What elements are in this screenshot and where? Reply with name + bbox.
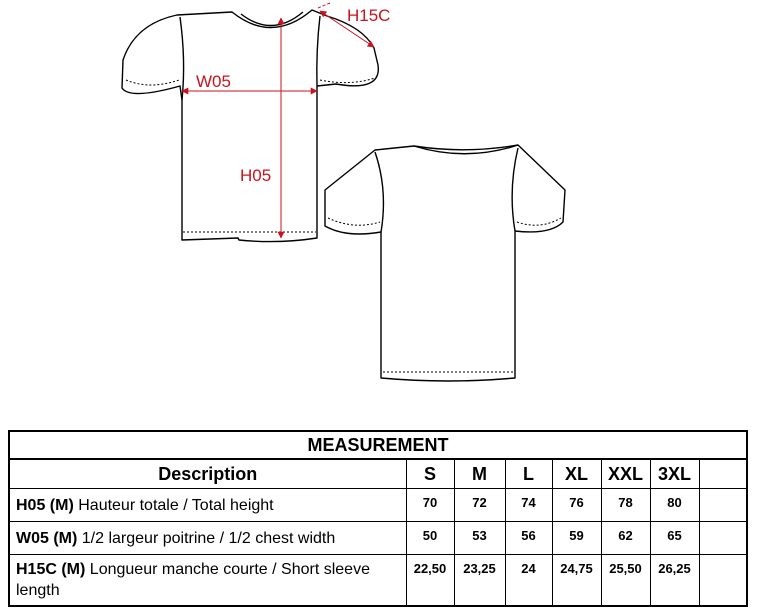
table-title: MEASUREMENT xyxy=(9,431,747,459)
row-code: H15C (M) xyxy=(16,561,86,578)
size-header: 3XL xyxy=(650,459,699,489)
row-text: Longueur manche courte / Short sleeve length xyxy=(16,561,370,599)
back-sleeve-stitch-left xyxy=(328,218,380,225)
table-cell: 70 xyxy=(406,489,454,522)
description-header: Description xyxy=(9,459,406,489)
table-cell xyxy=(699,555,747,607)
size-header: M xyxy=(454,459,505,489)
table-cell: 78 xyxy=(601,489,650,522)
table-row xyxy=(9,555,747,607)
row-description xyxy=(9,489,406,522)
table-cell: 24,75 xyxy=(552,555,601,607)
table-cell: 65 xyxy=(650,522,699,555)
table-cell: 76 xyxy=(552,489,601,522)
table-cell: 74 xyxy=(505,489,552,522)
row-text: 1/2 largeur poitrine / 1/2 chest width xyxy=(81,529,336,547)
table-row xyxy=(9,489,747,522)
row-text: Hauteur totale / Total height xyxy=(78,496,274,514)
h05-label: H05 xyxy=(240,166,272,185)
table-cell xyxy=(699,522,747,555)
row-code: H05 (M) xyxy=(16,496,74,514)
measurement-table xyxy=(8,430,748,607)
table-cell: 56 xyxy=(505,522,552,555)
size-header: L xyxy=(505,459,552,489)
size-header: XL xyxy=(552,459,601,489)
table-cell: 26,25 xyxy=(650,555,699,607)
table-cell: 24 xyxy=(505,555,552,607)
tshirt-back-view xyxy=(325,145,565,381)
table-cell: 22,50 xyxy=(406,555,454,607)
table-cell: 50 xyxy=(406,522,454,555)
front-shoulder-seam-right xyxy=(317,16,320,86)
size-header xyxy=(699,459,747,489)
h15c-label: H15C xyxy=(347,6,391,25)
back-shoulder-seam-right xyxy=(512,148,518,231)
size-header: XXL xyxy=(601,459,650,489)
back-sleeve-stitch-right xyxy=(517,218,561,225)
table-header-row xyxy=(9,459,747,489)
table-cell: 59 xyxy=(552,522,601,555)
tshirt-front-view xyxy=(122,10,378,242)
measurement-lines xyxy=(182,3,374,238)
front-sleeve-stitch-right xyxy=(320,78,375,83)
table-cell: 80 xyxy=(650,489,699,522)
back-shoulder-seam-left xyxy=(375,152,383,232)
w05-label: W05 xyxy=(196,72,231,91)
table-cell: 53 xyxy=(454,522,505,555)
table-row xyxy=(9,522,747,555)
row-description xyxy=(9,522,406,555)
front-body-outline xyxy=(122,10,378,242)
back-body-outline xyxy=(325,145,565,381)
table-cell: 25,50 xyxy=(601,555,650,607)
front-sleeve-stitch-left xyxy=(126,80,179,85)
row-code: W05 (M) xyxy=(16,529,78,547)
table-cell: 62 xyxy=(601,522,650,555)
h15c-extension-line xyxy=(318,3,330,8)
table-cell: 72 xyxy=(454,489,505,522)
table-cell xyxy=(699,489,747,522)
row-description xyxy=(9,555,406,607)
table-cell: 23,25 xyxy=(454,555,505,607)
size-header: S xyxy=(406,459,454,489)
